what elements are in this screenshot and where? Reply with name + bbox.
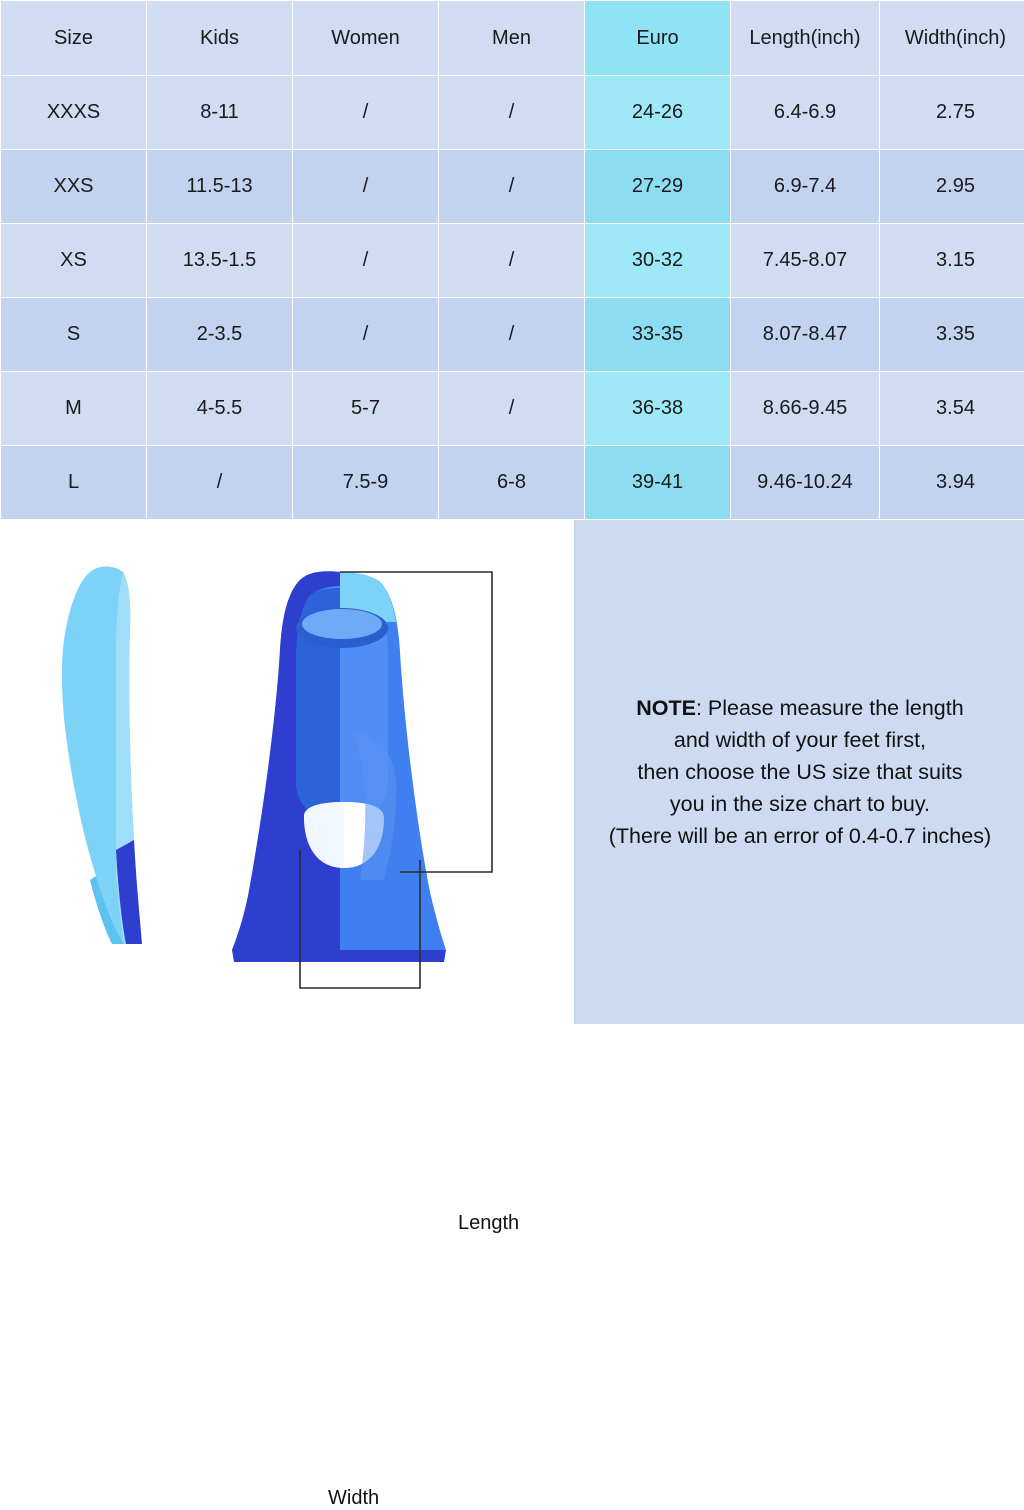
note-line2: and width of your feet first, — [674, 728, 926, 752]
cell-kids: 2-3.5 — [147, 298, 293, 372]
cell-men: / — [439, 150, 585, 224]
note-pane — [576, 520, 1024, 1024]
cell-size: M — [1, 372, 147, 446]
fin-front-view — [232, 571, 446, 962]
cell-women: 5-7 — [293, 372, 439, 446]
cell-width: 2.75 — [880, 76, 1024, 150]
note-line1: : Please measure the length — [696, 696, 964, 720]
table-row — [1, 76, 1024, 150]
header-men: Men — [439, 1, 585, 76]
table-row — [1, 224, 1024, 298]
cell-length: 7.45-8.07 — [731, 224, 880, 298]
cell-kids: / — [147, 446, 293, 520]
table-header — [1, 1, 1024, 76]
cell-length: 9.46-10.24 — [731, 446, 880, 520]
cell-men: 6-8 — [439, 446, 585, 520]
width-dimension-label: Width — [328, 1487, 379, 1510]
note-bold-prefix: NOTE — [636, 696, 696, 720]
header-euro: Euro — [585, 1, 731, 76]
cell-euro: 39-41 — [585, 446, 731, 520]
cell-kids: 8-11 — [147, 76, 293, 150]
header-women: Women — [293, 1, 439, 76]
cell-women: 7.5-9 — [293, 446, 439, 520]
cell-euro: 24-26 — [585, 76, 731, 150]
table-row — [1, 150, 1024, 224]
cell-women: / — [293, 76, 439, 150]
note-line5: (There will be an error of 0.4-0.7 inches) — [609, 824, 991, 848]
cell-euro: 33-35 — [585, 298, 731, 372]
cell-length: 6.9-7.4 — [731, 150, 880, 224]
cell-euro: 36-38 — [585, 372, 731, 446]
cell-width: 3.94 — [880, 446, 1024, 520]
header-width: Width(inch) — [880, 1, 1024, 76]
cell-length: 8.66-9.45 — [731, 372, 880, 446]
cell-women: / — [293, 298, 439, 372]
bottom-section — [0, 520, 1024, 1024]
cell-euro: 27-29 — [585, 150, 731, 224]
table-row — [1, 446, 1024, 520]
cell-men: / — [439, 298, 585, 372]
fin-side-view — [62, 566, 142, 944]
cell-length: 8.07-8.47 — [731, 298, 880, 372]
fin-cavity-inner — [302, 609, 382, 639]
cell-kids: 4-5.5 — [147, 372, 293, 446]
product-illustration-pane — [0, 520, 576, 1024]
table-row — [1, 372, 1024, 446]
cell-size: L — [1, 446, 147, 520]
cell-size: XS — [1, 224, 147, 298]
cell-size: XXS — [1, 150, 147, 224]
fin-blade-rim — [232, 950, 446, 962]
table-row — [1, 298, 1024, 372]
cell-women: / — [293, 150, 439, 224]
header-size: Size — [1, 1, 147, 76]
cell-width: 3.15 — [880, 224, 1024, 298]
cell-width: 3.54 — [880, 372, 1024, 446]
note-text — [595, 692, 1005, 852]
cell-size: XXXS — [1, 76, 147, 150]
table-body — [1, 76, 1024, 520]
cell-men: / — [439, 372, 585, 446]
cell-width: 2.95 — [880, 150, 1024, 224]
table-header-row — [1, 1, 1024, 76]
cell-euro: 30-32 — [585, 224, 731, 298]
cell-men: / — [439, 224, 585, 298]
size-chart-table — [0, 0, 1024, 520]
header-length: Length(inch) — [731, 1, 880, 76]
cell-women: / — [293, 224, 439, 298]
cell-kids: 13.5-1.5 — [147, 224, 293, 298]
cell-length: 6.4-6.9 — [731, 76, 880, 150]
swim-fins-illustration — [0, 520, 575, 1030]
cell-men: / — [439, 76, 585, 150]
cell-kids: 11.5-13 — [147, 150, 293, 224]
header-kids: Kids — [147, 1, 293, 76]
cell-width: 3.35 — [880, 298, 1024, 372]
note-line4: you in the size chart to buy. — [670, 792, 930, 816]
note-line3: then choose the US size that suits — [637, 760, 962, 784]
cell-size: S — [1, 298, 147, 372]
length-dimension-label: Length — [458, 1212, 519, 1235]
